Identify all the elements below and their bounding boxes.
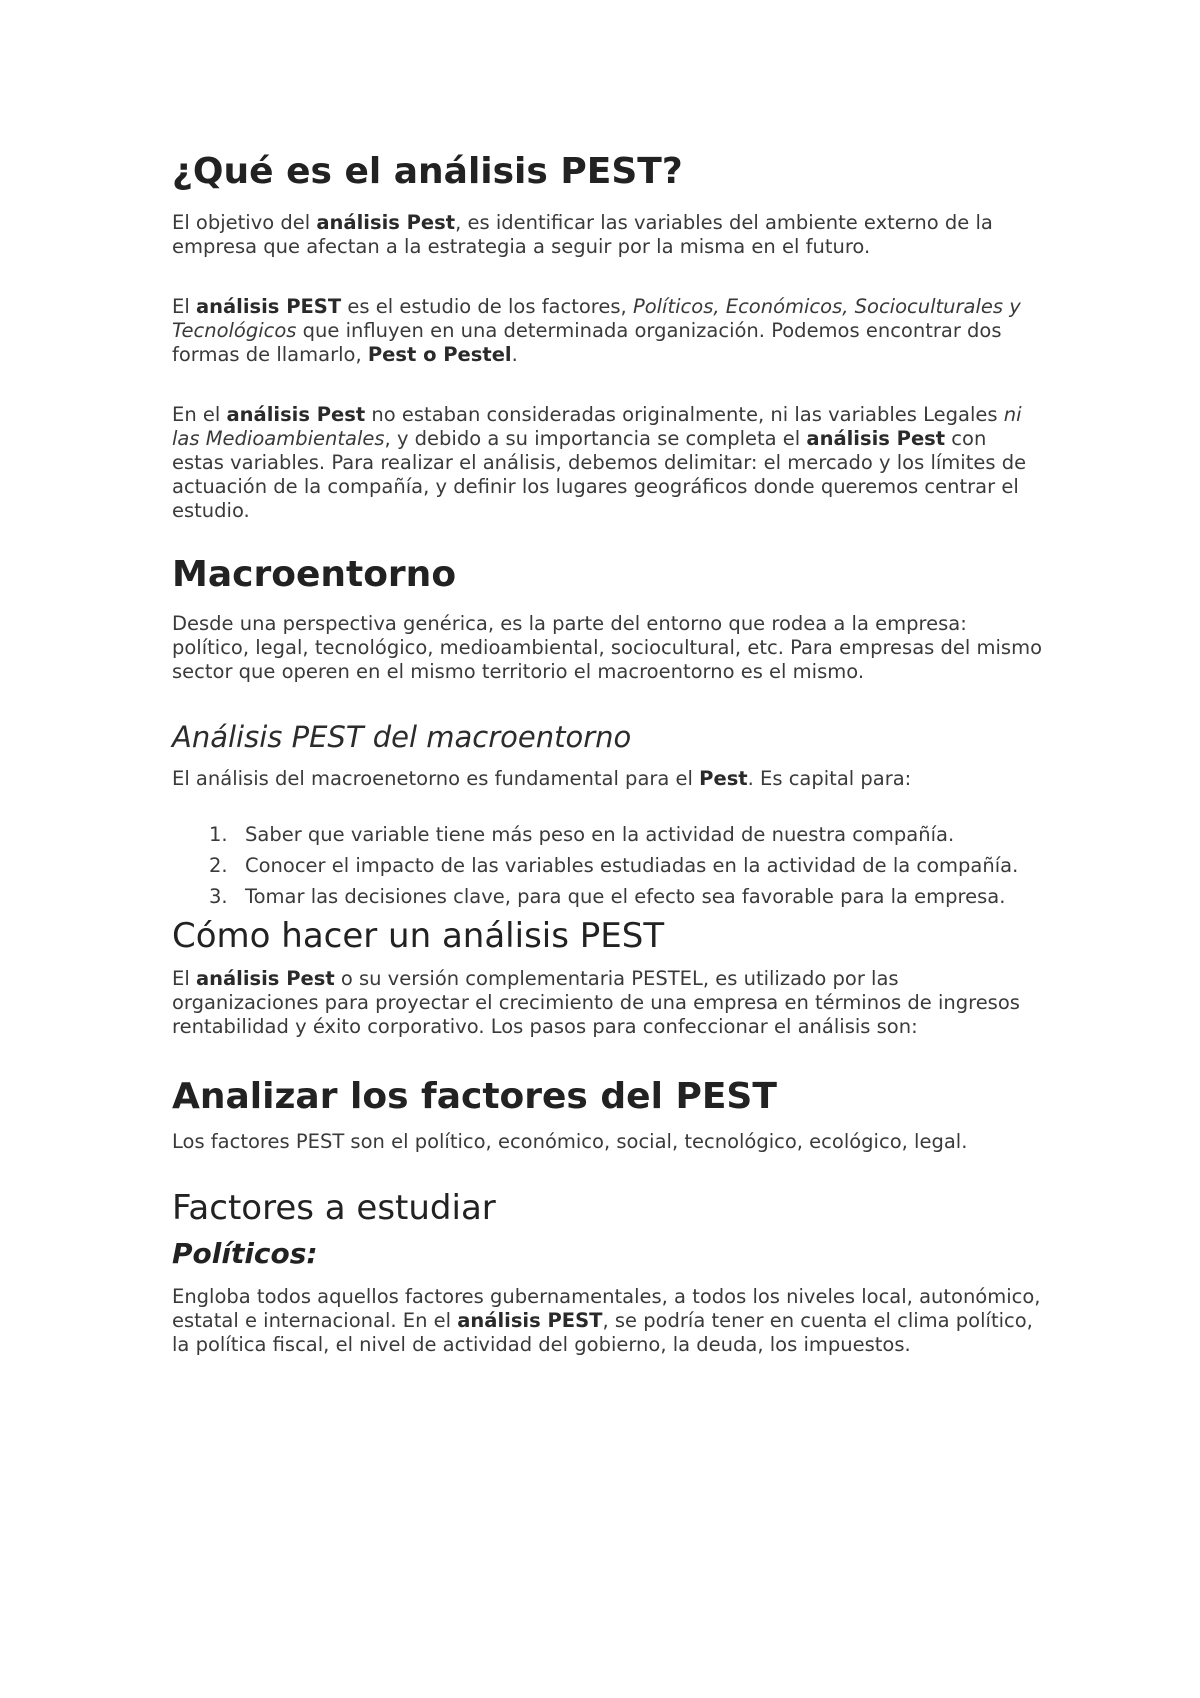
list-text: Tomar las decisiones clave, para que el efecto sea favorable para la empresa. bbox=[245, 885, 1006, 909]
text: o su versión complementaria PESTEL, es utilizado por las organizaciones para proyectar el crecimiento de una empresa en términos de ingresos rentabilidad y éxito corporativo. Los pasos para confeccionar el análisis son: bbox=[172, 966, 1020, 1038]
text: El objetivo del bbox=[172, 211, 317, 235]
bold-term: análisis PEST bbox=[195, 295, 342, 319]
heading-analizar: Analizar los factores del PEST bbox=[172, 1075, 777, 1117]
paragraph-variables bbox=[172, 403, 1042, 523]
text: no estaban consideradas originalmente, ni las variables Legales bbox=[365, 403, 1004, 427]
bold-term: Pest o Pestel bbox=[367, 343, 512, 367]
list-item bbox=[172, 854, 1042, 878]
list-number: 1. bbox=[209, 823, 228, 847]
bold-term: análisis PEST bbox=[457, 1308, 603, 1332]
heading-pest-macroentorno: Análisis PEST del macroentorno bbox=[172, 720, 632, 755]
list-item bbox=[172, 885, 1042, 909]
italic-term: Políticos, Económicos, Socioculturales y Tecnológicos bbox=[172, 295, 1021, 343]
text: , es identificar las variables del ambiente externo de la empresa que afectan a la estrategia a seguir por la misma en el futuro. bbox=[172, 211, 993, 259]
bold-term: análisis Pest bbox=[316, 211, 456, 235]
paragraph-objetivo bbox=[172, 211, 1042, 259]
heading-politicos: Políticos: bbox=[172, 1236, 318, 1270]
paragraph-analizar: Los factores PEST son el político, económico, social, tecnológico, ecológico, legal. bbox=[172, 1130, 968, 1154]
list-item bbox=[172, 823, 1042, 847]
numbered-list bbox=[172, 823, 1042, 909]
heading-como-hacer: Cómo hacer un análisis PEST bbox=[172, 916, 665, 957]
text: El bbox=[172, 966, 196, 990]
paragraph-definicion bbox=[172, 295, 1042, 367]
paragraph-macroentorno: Desde una perspectiva genérica, es la parte del entorno que rodea a la empresa: político, legal, tecnológico, medioambiental, sociocultural, etc. Para empresas del mismo sector que operen en el mismo territorio el macroentorno es el mismo. bbox=[172, 612, 1042, 684]
bold-term: análisis Pest bbox=[195, 966, 335, 990]
list-text: Saber que variable tiene más peso en la actividad de nuestra compañía. bbox=[245, 823, 955, 847]
heading-macroentorno: Macroentorno bbox=[172, 554, 457, 596]
bold-term: análisis Pest bbox=[226, 403, 366, 427]
text: , y debido a su importancia se completa el bbox=[384, 427, 807, 451]
main-title: ¿Qué es el análisis PEST? bbox=[172, 151, 683, 192]
bold-term: Pest bbox=[699, 767, 748, 791]
text: es el estudio de los factores, bbox=[341, 295, 633, 319]
text: El bbox=[172, 295, 196, 319]
text: El análisis del macroenetorno es fundamental para el bbox=[172, 767, 700, 791]
text: En el bbox=[172, 403, 227, 427]
bold-term: análisis Pest bbox=[806, 427, 946, 451]
heading-factores: Factores a estudiar bbox=[172, 1188, 496, 1229]
paragraph-como-hacer bbox=[172, 967, 1042, 1039]
italic-term: ni las Medioambientales bbox=[172, 403, 1022, 451]
paragraph-politicos bbox=[172, 1285, 1042, 1357]
text: , se podría tener en cuenta el clima político, la política fiscal, el nivel de actividad del gobierno, la deuda, los impuestos. bbox=[172, 1308, 1033, 1356]
list-number: 2. bbox=[209, 854, 228, 878]
text: . bbox=[511, 343, 518, 367]
text: que influyen en una determinada organización. Podemos encontrar dos formas de llamarlo, bbox=[172, 319, 1002, 367]
text: . Es capital para: bbox=[747, 767, 912, 791]
paragraph-fundamental bbox=[172, 767, 1042, 791]
list-number: 3. bbox=[209, 885, 228, 909]
text: con estas variables. Para realizar el análisis, debemos delimitar: el mercado y los límites de actuación de la compañía, y definir los lugares geográficos donde queremos centrar el estudio. bbox=[172, 427, 1027, 523]
text: Engloba todos aquellos factores gubernamentales, a todos los niveles local, autonómico, estatal e internacional. En el bbox=[172, 1284, 1041, 1332]
list-text: Conocer el impacto de las variables estudiadas en la actividad de la compañía. bbox=[245, 854, 1019, 878]
document-page bbox=[172, 150, 1042, 1357]
